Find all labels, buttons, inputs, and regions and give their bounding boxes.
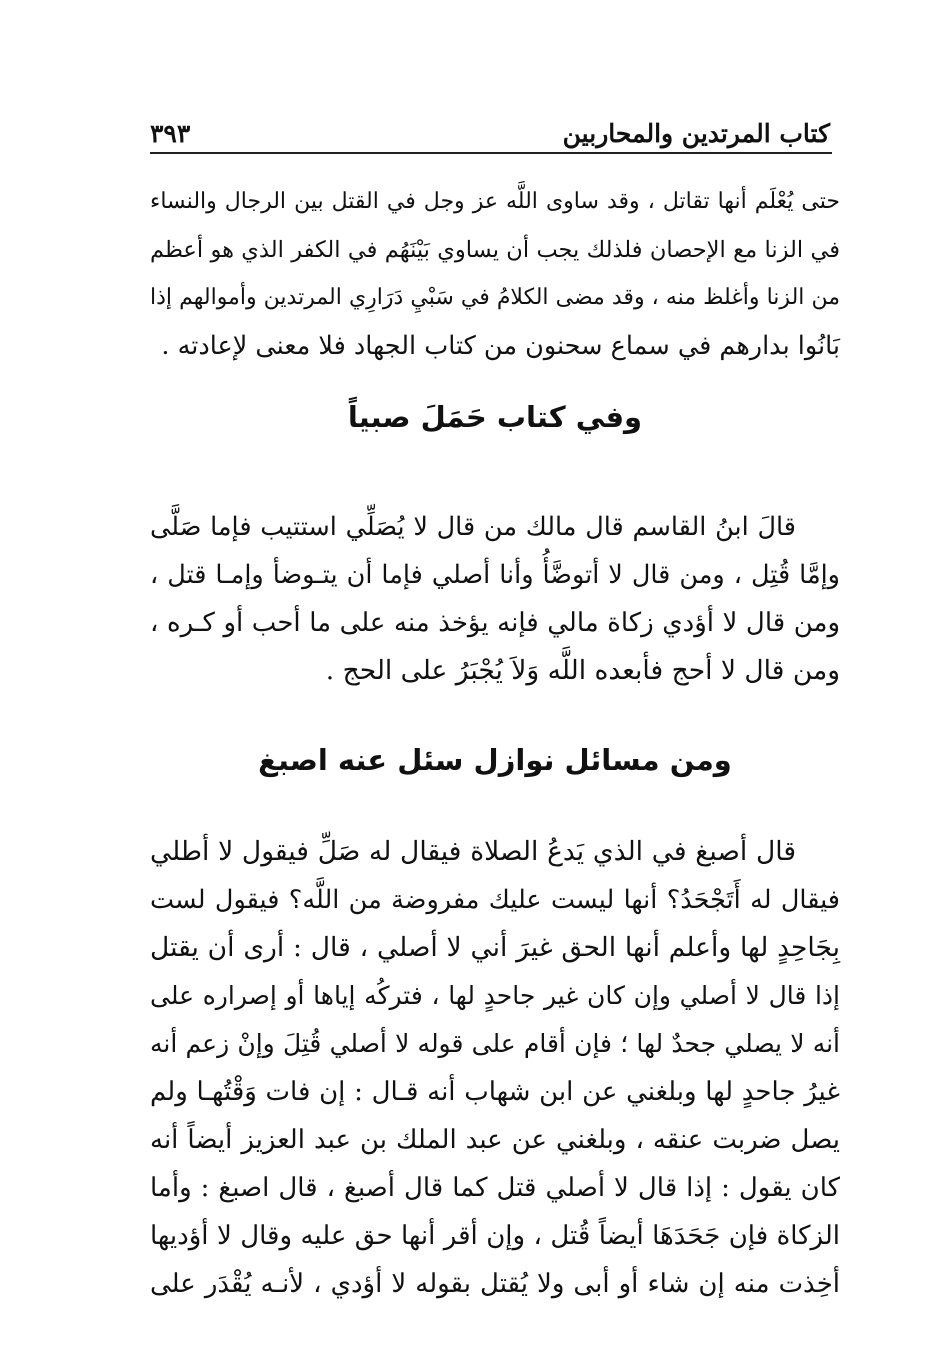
text-line: ومن قال لا أحج فأبعده اللَّه وَلاَ يُجْبَرُ على الحج . — [325, 655, 840, 686]
text-line: بَانُوا بدارهم في سماع سحنون من كتاب الجهاد فلا معنى لإعادته . — [161, 331, 840, 361]
text-line: كان يقول : إذا قال لا أصلي قتل كما قال أصبغ ، قال اصبغ : وأما — [150, 1173, 840, 1203]
text-line: وإمَّا قُتِل ، ومن قال لا أتوضَّأُ وأنا أصلي فإما أن يتـوضأ وإمـا قتل ، — [150, 560, 840, 590]
book-title: كتاب المرتدين والمحاربين — [562, 119, 830, 148]
text-line: ومن قال لا أؤدي زكاة مالي فإنه يؤخذ منه على ما أحب أو كـره ، — [150, 608, 840, 638]
text-line: فيقال له أَتَجْحَدُ؟ أنها ليست عليك مفروضة من اللَّه؟ فيقول لست — [150, 885, 840, 915]
text-line: في الزنا مع الإحصان فلذلك يجب أن يساوي بَيْنَهُم في الكفر الذي هو أعظم — [150, 237, 840, 263]
text-line: أنه لا يصلي جحدٌ لها ؛ فإن أقام على قوله لا أصلي قُتِلَ وإنْ زعم أنه — [150, 1029, 840, 1058]
paragraph-3 — [150, 828, 840, 1308]
paragraph-2 — [150, 503, 840, 695]
section-heading-1: وفي كتاب حَمَلَ صبياً — [347, 400, 643, 434]
text-line: من الزنا وأغلظ منه ، وقد مضى الكلامُ في سَبْيِ دَرَارِي المرتدين وأموالهم إذا — [150, 285, 840, 310]
text-line: قال أصبغ في الذي يَدعُ الصلاة فيقال له صَلِّ فيقول لا أطلي — [150, 836, 796, 867]
text-line: غيرُ جاحدٍ لها وبلغني عن ابن شهاب أنه قـال : إن فات وَقْتُهـا ولم — [150, 1077, 840, 1107]
text-line: قالَ ابنُ القاسم قال مالك من قال لا يُصَلِّي استتيب فإما صَلَّى — [150, 512, 796, 542]
text-line: الزكاة فإن جَحَدَهَا أيضاً قُتل ، وإن أقر أنها حق عليه وقال لا أؤديها — [150, 1221, 840, 1251]
text-line: بِجَاحِدٍ لها وأعلم أنها الحق غيرَ أني لا أصلي ، قال : أرى أن يقتل — [150, 932, 840, 963]
header-rule — [150, 152, 832, 154]
text-line: يصل ضربت عنقه ، وبلغني عن عبد الملك بن عبد العزيز أيضاً أنه — [150, 1125, 840, 1155]
text-line: حتى يُعْلَم أنها تقاتل ، وقد ساوى اللَّه عز وجل في القتل بين الرجال والنساء — [150, 189, 840, 214]
section-heading-2: ومن مسائل نوازل سئل عنه اصبغ — [258, 743, 732, 777]
text-line: أخِذت منه إن شاء أو أبى ولا يُقتل بقوله لا أؤدي ، لأنـه يُقْدَر على — [150, 1269, 840, 1299]
page-number: ٣٩٣ — [150, 119, 191, 148]
text-line: إذا قال لا أصلي وإن كان غير جاحدٍ لها ، فتركُه إياها أو إصراره على — [150, 981, 840, 1010]
page-header — [150, 108, 830, 148]
paragraph-1 — [150, 178, 840, 370]
